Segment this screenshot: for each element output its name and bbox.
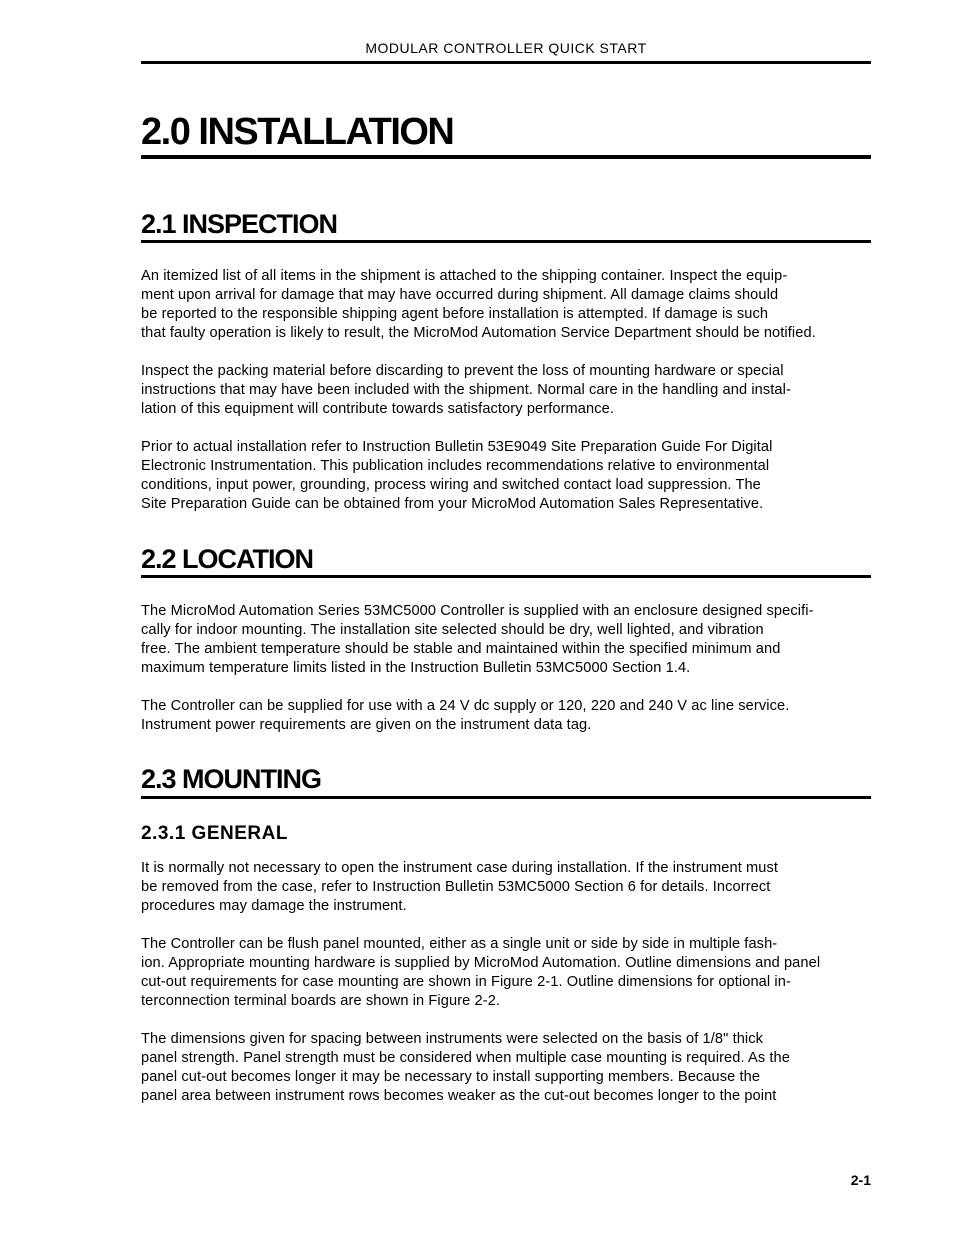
text-line: Inspect the packing material before discarding to prevent the loss of mounting hardware or special	[141, 363, 784, 379]
section-title-inspection: 2.1 INSPECTION	[141, 209, 338, 239]
text-line: be removed from the case, refer to Instruction Bulletin 53MC5000 Section 6 for details. Incorrect	[141, 879, 771, 895]
paragraph-mounting-2	[141, 935, 911, 1011]
text-line: panel cut-out becomes longer it may be necessary to install supporting members. Because the	[141, 1069, 761, 1085]
text-line: Prior to actual installation refer to Instruction Bulletin 53E9049 Site Preparation Guide For Digital	[141, 439, 773, 455]
text-line: The Controller can be supplied for use with a 24 V dc supply or 120, 220 and 240 V ac line service.	[141, 698, 790, 714]
text-line: terconnection terminal boards are shown in Figure 2-2.	[141, 993, 501, 1009]
text-line: be reported to the responsible shipping agent before installation is attempted. If damage is such	[141, 306, 769, 322]
text-line: free. The ambient temperature should be stable and maintained within the specified minimum and	[141, 641, 781, 657]
section-rule-mounting	[141, 796, 871, 799]
page-number: 2-1	[850, 1172, 871, 1188]
paragraph-inspection-3	[141, 438, 911, 514]
text-line: The Controller can be flush panel mounted, either as a single unit or side by side in multiple fash-	[141, 936, 778, 952]
text-line: panel area between instrument rows becomes weaker as the cut-out becomes longer to the point	[141, 1088, 777, 1104]
chapter-title-rule	[141, 155, 871, 159]
text-line: The MicroMod Automation Series 53MC5000 Controller is supplied with an enclosure designed specifi-	[141, 603, 814, 619]
text-line: Instrument power requirements are given on the instrument data tag.	[141, 717, 592, 733]
text-line: ion. Appropriate mounting hardware is supplied by MicroMod Automation. Outline dimensions and panel	[141, 955, 821, 971]
text-line: An itemized list of all items in the shipment is attached to the shipping container. Inspect the equip-	[141, 268, 788, 284]
text-line: cally for indoor mounting. The installation site selected should be dry, well lighted, and vibration	[141, 622, 764, 638]
paragraph-location-1	[141, 602, 911, 678]
text-line: Electronic Instrumentation. This publication includes recommendations relative to environmental	[141, 458, 770, 474]
text-line: maximum temperature limits listed in the Instruction Bulletin 53MC5000 Section 1.4.	[141, 660, 691, 676]
section-rule-location	[141, 575, 871, 578]
text-line: It is normally not necessary to open the instrument case during installation. If the instrument must	[141, 860, 779, 876]
text-line: instructions that may have been included with the shipment. Normal care in the handling and instal-	[141, 382, 791, 398]
section-rule-inspection	[141, 240, 871, 243]
chapter-title: 2.0 INSTALLATION	[141, 111, 454, 153]
text-line: cut-out requirements for case mounting are shown in Figure 2-1. Outline dimensions for optional in-	[141, 974, 791, 990]
text-line: Site Preparation Guide can be obtained from your MicroMod Automation Sales Representative.	[141, 496, 764, 512]
paragraph-inspection-2	[141, 362, 911, 419]
paragraph-mounting-3	[141, 1030, 911, 1106]
header-rule	[141, 61, 871, 64]
text-line: lation of this equipment will contribute towards satisfactory performance.	[141, 401, 614, 417]
section-title-location: 2.2 LOCATION	[141, 544, 314, 574]
section-title-mounting: 2.3 MOUNTING	[141, 764, 322, 794]
text-line: ment upon arrival for damage that may have occurred during shipment. All damage claims should	[141, 287, 779, 303]
text-line: conditions, input power, grounding, process wiring and switched contact load suppression. The	[141, 477, 761, 493]
subsection-title-general: 2.3.1 GENERAL	[141, 823, 288, 844]
running-header: MODULAR CONTROLLER QUICK START	[365, 40, 647, 56]
paragraph-location-2	[141, 697, 911, 735]
paragraph-mounting-1	[141, 859, 911, 916]
paragraph-inspection-1	[141, 267, 911, 343]
text-line: that faulty operation is likely to result, the MicroMod Automation Service Department should be notified.	[141, 325, 816, 341]
text-line: procedures may damage the instrument.	[141, 898, 407, 914]
text-line: The dimensions given for spacing between instruments were selected on the basis of 1/8" thick	[141, 1031, 764, 1047]
text-line: panel strength. Panel strength must be considered when multiple case mounting is required. As the	[141, 1050, 790, 1066]
